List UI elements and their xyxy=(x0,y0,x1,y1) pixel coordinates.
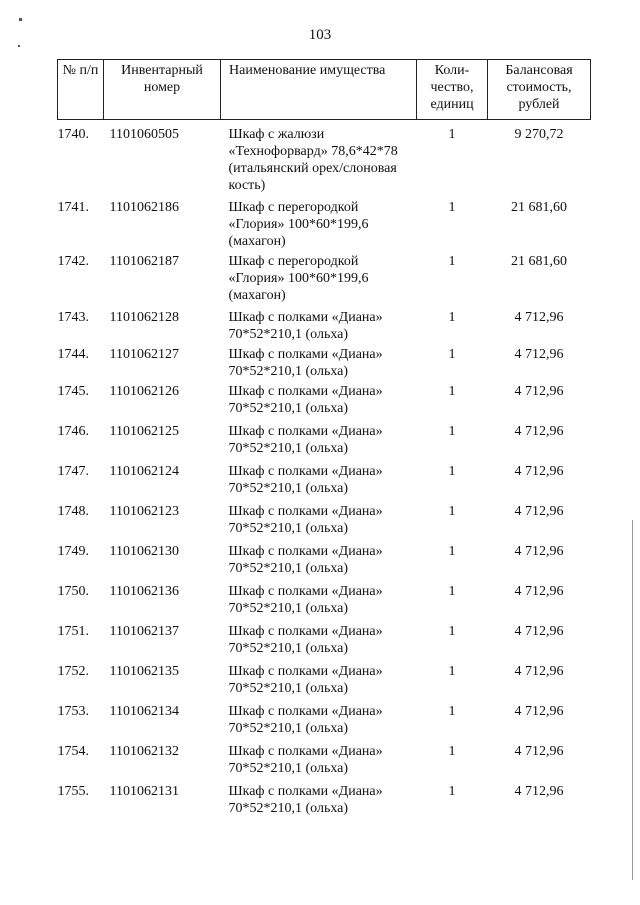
balance-value: 4 712,96 xyxy=(514,347,564,362)
quantity: 1 xyxy=(448,384,456,399)
quantity: 1 xyxy=(448,584,456,599)
header-value: Балансовая стоимость, рублей xyxy=(488,60,591,120)
inventory-number: 1101062123 xyxy=(109,504,179,519)
quantity: 1 xyxy=(448,504,456,519)
row-number: 1749. xyxy=(57,544,89,559)
balance-value: 4 712,96 xyxy=(514,424,564,439)
inventory-number: 1101062136 xyxy=(109,584,179,599)
inventory-number: 1101062130 xyxy=(109,544,179,559)
quantity: 1 xyxy=(448,744,456,759)
balance-value: 4 712,96 xyxy=(514,584,564,599)
balance-value: 9 270,72 xyxy=(514,127,564,142)
balance-value: 4 712,96 xyxy=(514,624,564,639)
quantity: 1 xyxy=(448,784,456,799)
page-number: 103 xyxy=(308,27,332,43)
inventory-number: 1101062131 xyxy=(109,784,179,799)
item-name: Шкаф с полками «Диана» 70*52*210,1 (ольха) xyxy=(228,384,383,416)
inventory-number: 1101062135 xyxy=(109,664,179,679)
table-row xyxy=(58,503,591,543)
balance-value: 4 712,96 xyxy=(514,464,564,479)
inventory-number: 1101062134 xyxy=(109,704,179,719)
table-row xyxy=(58,663,591,703)
item-name: Шкаф с полками «Диана» 70*52*210,1 (ольха) xyxy=(228,464,383,496)
scan-edge-line xyxy=(632,520,633,880)
row-number: 1745. xyxy=(57,384,89,399)
balance-value: 4 712,96 xyxy=(514,704,564,719)
table-row xyxy=(58,423,591,463)
row-number: 1747. xyxy=(57,464,89,479)
table-row xyxy=(58,783,591,823)
item-name: Шкаф с полками «Диана» 70*52*210,1 (ольха) xyxy=(228,310,383,342)
row-number: 1751. xyxy=(57,624,89,639)
item-name: Шкаф с полками «Диана» 70*52*210,1 (ольха) xyxy=(228,664,383,696)
quantity: 1 xyxy=(448,424,456,439)
inventory-number: 1101062127 xyxy=(109,347,179,362)
item-name: Шкаф с жалюзи «Технофорвард» 78,6*42*78 (итальянский орех/слоновая кость) xyxy=(228,127,398,193)
item-name: Шкаф с полками «Диана» 70*52*210,1 (ольха) xyxy=(228,504,383,536)
row-number: 1754. xyxy=(57,744,89,759)
item-name: Шкаф с полками «Диана» 70*52*210,1 (ольха) xyxy=(228,704,383,736)
header-num: № п/п xyxy=(58,60,104,120)
item-name: Шкаф с полками «Диана» 70*52*210,1 (ольха) xyxy=(228,784,383,816)
table-row xyxy=(58,346,591,383)
balance-value: 4 712,96 xyxy=(514,504,564,519)
row-number: 1743. xyxy=(57,310,89,325)
inventory-number: 1101062125 xyxy=(109,424,179,439)
header-row xyxy=(58,60,591,120)
row-number: 1741. xyxy=(57,200,89,215)
inventory-number: 1101062132 xyxy=(109,744,179,759)
table-row xyxy=(58,463,591,503)
row-number: 1755. xyxy=(57,784,89,799)
row-number: 1740. xyxy=(57,127,89,142)
row-number: 1753. xyxy=(57,704,89,719)
table-row xyxy=(58,623,591,663)
table-row xyxy=(58,199,591,253)
item-name: Шкаф с перегородкой «Глория» 100*60*199,6 (махагон) xyxy=(228,254,369,303)
item-name: Шкаф с полками «Диана» 70*52*210,1 (ольха) xyxy=(228,624,383,656)
quantity: 1 xyxy=(448,544,456,559)
inventory-number: 1101062124 xyxy=(109,464,179,479)
inventory-number: 1101062137 xyxy=(109,624,179,639)
table-row xyxy=(58,703,591,743)
table-body xyxy=(58,120,591,824)
table-row xyxy=(58,743,591,783)
row-number: 1750. xyxy=(57,584,89,599)
item-name: Шкаф с полками «Диана» 70*52*210,1 (ольха) xyxy=(228,424,383,456)
balance-value: 4 712,96 xyxy=(514,310,564,325)
inventory-number: 1101062126 xyxy=(109,384,179,399)
inventory-table-container xyxy=(57,59,590,823)
header-name: Наименование имущества xyxy=(221,60,417,120)
quantity: 1 xyxy=(448,704,456,719)
balance-value: 4 712,96 xyxy=(514,544,564,559)
row-number: 1748. xyxy=(57,504,89,519)
balance-value: 4 712,96 xyxy=(514,384,564,399)
scan-mark xyxy=(19,18,22,21)
item-name: Шкаф с полками «Диана» 70*52*210,1 (ольха) xyxy=(228,744,383,776)
quantity: 1 xyxy=(448,624,456,639)
table-row xyxy=(58,309,591,346)
balance-value: 4 712,96 xyxy=(514,744,564,759)
table-row xyxy=(58,383,591,423)
row-number: 1742. xyxy=(57,254,89,269)
balance-value: 21 681,60 xyxy=(511,200,567,215)
quantity: 1 xyxy=(448,127,456,142)
quantity: 1 xyxy=(448,664,456,679)
table-row xyxy=(58,120,591,200)
quantity: 1 xyxy=(448,464,456,479)
table-row xyxy=(58,253,591,309)
item-name: Шкаф с перегородкой «Глория» 100*60*199,6 (махагон) xyxy=(228,200,369,249)
item-name: Шкаф с полками «Диана» 70*52*210,1 (ольха) xyxy=(228,544,383,576)
quantity: 1 xyxy=(448,200,456,215)
inventory-number: 1101060505 xyxy=(109,127,179,142)
row-number: 1752. xyxy=(57,664,89,679)
inventory-table xyxy=(57,59,591,823)
table-row xyxy=(58,543,591,583)
quantity: 1 xyxy=(448,254,456,269)
table-header xyxy=(58,60,591,120)
inventory-number: 1101062187 xyxy=(109,254,179,269)
item-name: Шкаф с полками «Диана» 70*52*210,1 (ольха) xyxy=(228,584,383,616)
scan-mark xyxy=(18,45,20,47)
inventory-number: 1101062128 xyxy=(109,310,179,325)
quantity: 1 xyxy=(448,310,456,325)
item-name: Шкаф с полками «Диана» 70*52*210,1 (ольха) xyxy=(228,347,383,379)
quantity: 1 xyxy=(448,347,456,362)
header-qty: Коли- чество, единиц xyxy=(417,60,488,120)
balance-value: 21 681,60 xyxy=(511,254,567,269)
balance-value: 4 712,96 xyxy=(514,664,564,679)
table-row xyxy=(58,583,591,623)
header-inventory: Инвентарный номер xyxy=(104,60,221,120)
row-number: 1746. xyxy=(57,424,89,439)
row-number: 1744. xyxy=(57,347,89,362)
inventory-number: 1101062186 xyxy=(109,200,179,215)
balance-value: 4 712,96 xyxy=(514,784,564,799)
